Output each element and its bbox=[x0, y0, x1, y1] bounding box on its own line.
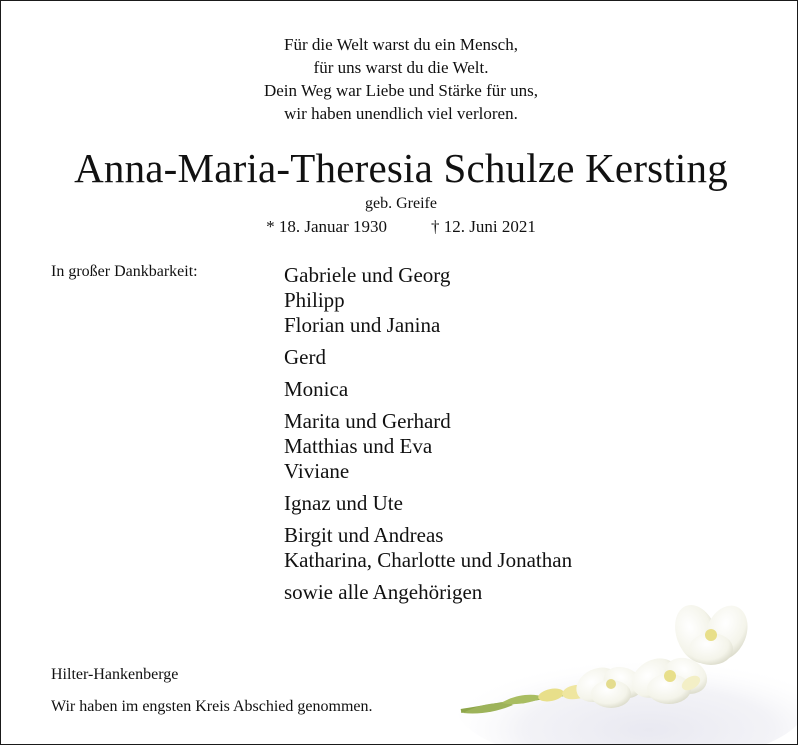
birth-name: geb. Greife bbox=[365, 195, 437, 212]
mourner-name: Gerd bbox=[284, 345, 326, 369]
place-name: Hilter-Hankenberge bbox=[51, 666, 179, 683]
birth-date: * 18. Januar 1930 bbox=[266, 217, 388, 236]
mourner-group bbox=[284, 409, 572, 484]
mourner-name: Marita und Gerhard bbox=[284, 409, 451, 433]
mourner-name: Matthias und Eva bbox=[284, 434, 433, 458]
mourner-name: Viviane bbox=[284, 459, 350, 483]
poem-line: für uns warst du die Welt. bbox=[313, 58, 489, 77]
mourners-list bbox=[284, 263, 572, 612]
mourner-name: Katharina, Charlotte und Jonathan bbox=[284, 548, 573, 572]
poem-line: Dein Weg war Liebe und Stärke für uns, bbox=[263, 81, 539, 100]
mourner-group bbox=[284, 523, 572, 573]
poem-line: Für die Welt warst du ein Mensch, bbox=[284, 35, 518, 54]
death-date: † 12. Juni 2021 bbox=[431, 217, 536, 236]
mourner-name: Philipp bbox=[284, 288, 345, 312]
mourner-group bbox=[284, 263, 572, 338]
mourner-name: Birgit und Andreas bbox=[284, 523, 444, 547]
deceased-name: Anna-Maria-Theresia Schulze Kersting bbox=[74, 145, 728, 191]
life-dates bbox=[1, 216, 798, 238]
poem bbox=[1, 33, 798, 125]
mourner-name: Ignaz und Ute bbox=[284, 491, 403, 515]
mourner-name: Florian und Janina bbox=[284, 313, 441, 337]
mourner-name: Monica bbox=[284, 377, 349, 401]
farewell-note: Wir haben im engsten Kreis Abschied genommen. bbox=[51, 698, 373, 715]
mourner-group bbox=[284, 491, 572, 516]
thanks-label: In großer Dankbarkeit: bbox=[51, 263, 198, 280]
poem-line: wir haben unendlich viel verloren. bbox=[284, 104, 518, 123]
mourner-group bbox=[284, 377, 572, 402]
mourner-name: Gabriele und Georg bbox=[284, 263, 451, 287]
mourner-group bbox=[284, 345, 572, 370]
mourner-name: sowie alle Angehörigen bbox=[284, 580, 483, 604]
freesia-flower-image bbox=[441, 591, 798, 745]
